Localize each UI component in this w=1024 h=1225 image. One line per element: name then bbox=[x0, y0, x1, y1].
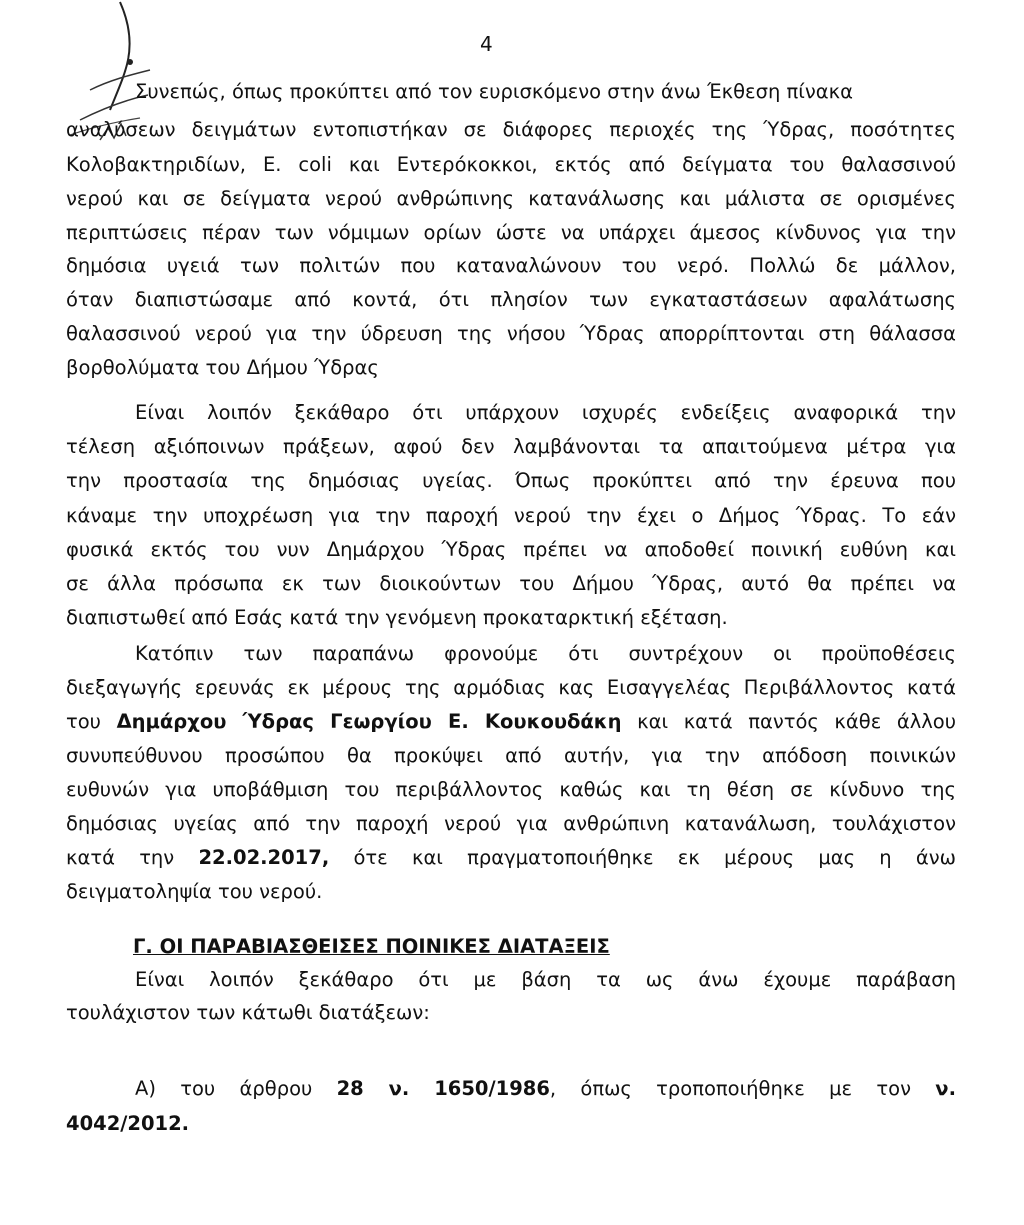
item-a-line-2 bbox=[66, 1114, 189, 1134]
accused-name: Δημάρχου Ύδρας Γεωργίου Ε. Κουκουδάκη bbox=[116, 710, 622, 733]
paragraph-2-line-1: Είναι λοιπόν ξεκάθαρο ότι υπάρχουν ισχυρές ενδείξεις αναφορικά την bbox=[135, 401, 956, 424]
paragraph-1-line-6: δημόσια υγειά των πολιτών που καταναλώνουν του νερό. Πολλώ δε μάλλον, bbox=[66, 254, 956, 277]
paragraph-3-line-3 bbox=[66, 712, 956, 732]
paragraph-2-line-6: σε άλλα πρόσωπα εκ των διοικούντων του Δήμου Ύδρας, αυτό θα πρέπει να bbox=[66, 572, 956, 595]
law-reference: 4042/2012. bbox=[66, 1112, 190, 1135]
paragraph-1-line-4: νερού και σε δείγματα νερού ανθρώπινης κατανάλωσης και μάλιστα σε ορισμένες bbox=[66, 187, 956, 210]
paragraph-3-line-7 bbox=[66, 848, 956, 868]
paragraph-3-line-6: δημόσιας υγείας από την παροχή νερού για ανθρώπινη κατανάλωση, τουλάχιστον bbox=[66, 812, 956, 835]
paragraph-3-line-4: συνυπεύθυνου προσώπου θα προκύψει από αυτήν, για την απόδοση ποινικών bbox=[66, 744, 956, 767]
paragraph-2-line-4: κάναμε την υποχρέωση για την παροχή νερού την έχει ο Δήμος Ύδρας. Το εάν bbox=[66, 504, 956, 527]
paragraph-1-line-2: αναλύσεων δειγμάτων εντοπιστήκαν σε διάφορες περιοχές της Ύδρας, ποσότητες bbox=[66, 118, 956, 141]
law-prefix: ν. bbox=[935, 1077, 956, 1100]
paragraph-3-line-8: δειγματοληψία του νερού. bbox=[66, 880, 323, 903]
paragraph-1-line-9: βορθολύματα του Δήμου Ύδρας bbox=[66, 356, 379, 379]
law-reference: 28 ν. 1650/1986 bbox=[336, 1077, 550, 1100]
paragraph-2-line-3: την προστασία της δημόσιας υγείας. Όπως προκύπτει από την έρευνα που bbox=[66, 469, 956, 492]
paragraph-4-line-2: τουλάχιστον των κάτωθι διατάξεων: bbox=[66, 1001, 430, 1024]
text-span: Α) του άρθρου bbox=[135, 1077, 337, 1100]
text-span: , όπως τροποποιήθηκε με τον bbox=[549, 1077, 936, 1100]
paragraph-3-line-5: ευθυνών για υποβάθμιση του περιβάλλοντος καθώς και τη θέση σε κίνδυνο της bbox=[66, 778, 956, 801]
paragraph-3-line-2: διεξαγωγής ερευνάς εκ μέρους της αρμόδιας κας Εισαγγελέας Περιβάλλοντος κατά bbox=[66, 676, 956, 699]
paragraph-2-line-5: φυσικά εκτός του νυν Δημάρχου Ύδρας πρέπει να αποδοθεί ποινική ευθύνη και bbox=[66, 538, 956, 561]
text-span: και κατά παντός κάθε άλλου bbox=[621, 710, 956, 733]
text-span: ότε και πραγματοποιήθηκε εκ μέρους μας η άνω bbox=[329, 846, 956, 869]
paragraph-1-line-1: Συνεπώς, όπως προκύπτει από τον ευρισκόμενο στην άνω Έκθεση πίνακα bbox=[135, 80, 853, 103]
paragraph-3-line-1: Κατόπιν των παραπάνω φρονούμε ότι συντρέχουν οι προϋποθέσεις bbox=[135, 642, 956, 665]
paragraph-2-line-7: διαπιστωθεί από Εσάς κατά την γενόμενη προκαταρκτική εξέταση. bbox=[66, 606, 728, 629]
paragraph-1-line-3: Κολοβακτηριδίων, Ε. coli και Εντερόκοκκοι, εκτός από δείγματα του θαλασσινού bbox=[66, 153, 956, 176]
paragraph-1-line-7: όταν διαπιστώσαμε από κοντά, ότι πλησίον των εγκαταστάσεων αφαλάτωσης bbox=[66, 288, 956, 311]
text-span: του bbox=[66, 710, 117, 733]
section-heading: Γ. ΟΙ ΠΑΡΑΒΙΑΣΘΕΙΣΕΣ ΠΟΙΝΙΚΕΣ ΔΙΑΤΑΞΕΙΣ bbox=[133, 935, 610, 958]
text-span: κατά την bbox=[66, 846, 199, 869]
paragraph-1-line-8: θαλασσινού νερού για την ύδρευση της νήσου Ύδρας απορρίπτονται στη θάλασσα bbox=[66, 322, 956, 345]
page-number: 4 bbox=[480, 32, 493, 56]
item-a-line-1 bbox=[135, 1079, 956, 1099]
paragraph-1-line-5: περιπτώσεις πέραν των νόμιμων ορίων ώστε να υπάρχει άμεσος κίνδυνος για την bbox=[66, 221, 956, 244]
paragraph-2-line-2: τέλεση αξιόποινων πράξεων, αφού δεν λαμβάνονται τα απαιτούμενα μέτρα για bbox=[66, 435, 956, 458]
paragraph-4-line-1: Είναι λοιπόν ξεκάθαρο ότι με βάση τα ως άνω έχουμε παράβαση bbox=[135, 968, 956, 991]
date-value: 22.02.2017, bbox=[198, 846, 330, 869]
